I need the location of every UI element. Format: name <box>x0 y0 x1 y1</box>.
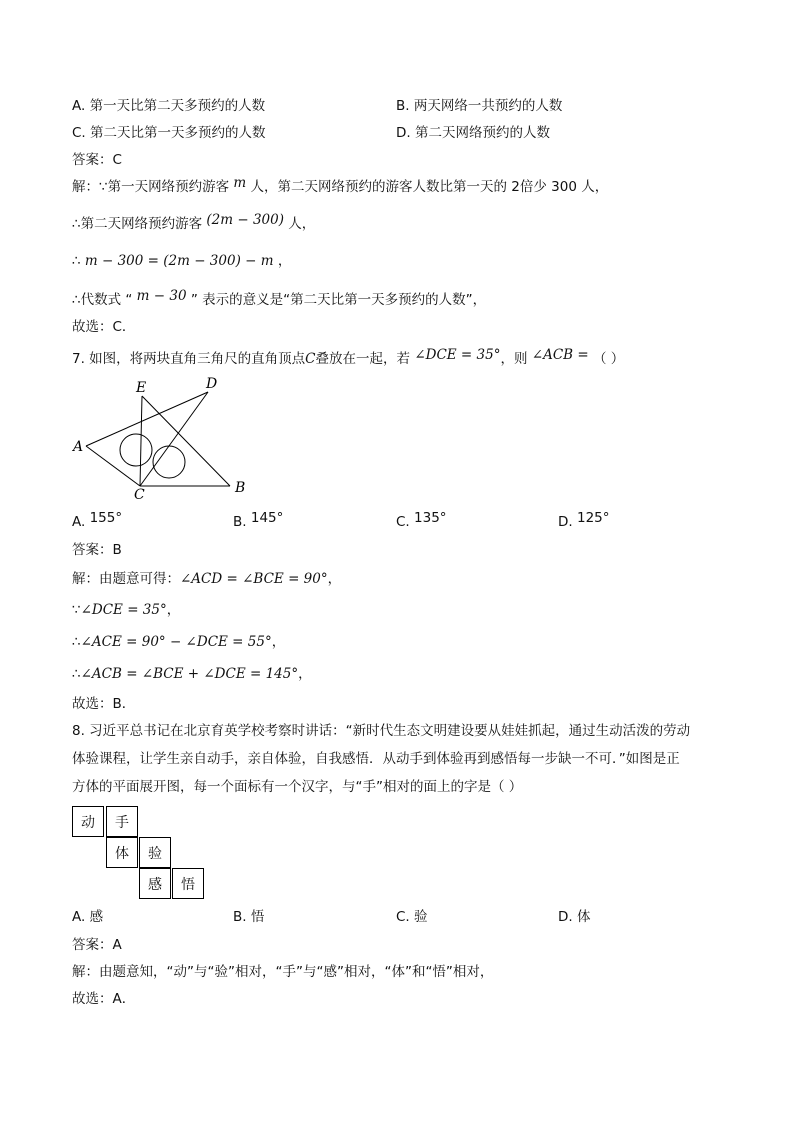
q7-question-pre: 7. 如图，将两块直角三角尺的直角顶点 <box>72 351 306 367</box>
q6-solution-line-4 <box>72 290 486 310</box>
q6-solution-line-1 <box>72 177 608 197</box>
q7-question-mid: 叠放在一起，若 <box>315 351 411 367</box>
q7-option-c <box>396 512 447 532</box>
q7-question-cond: ∠DCE = 35° <box>414 347 501 363</box>
segment-eb <box>142 396 230 486</box>
label-c: C <box>134 487 145 502</box>
net-cell-6: 悟 <box>172 868 204 899</box>
q7-solution-line-4 <box>72 664 312 684</box>
q7-option-b-letter: B. <box>233 514 247 530</box>
q6-option-d: D. 第二天网络预约的人数 <box>396 125 550 141</box>
triangle-hole-1 <box>120 434 152 466</box>
q6-sol1-post: 人，第二天网络预约的游客人数比第一天的 2倍少 300 人， <box>250 179 609 195</box>
q6-sol3-expr: m − 300 = (2m − 300) − m <box>84 253 274 269</box>
q8-option-c: C. 验 <box>396 909 428 925</box>
q6-sol2-expr: (2m − 300) <box>206 212 284 228</box>
q6-solution-line-2 <box>72 214 315 234</box>
q7-solution-line-2 <box>72 600 180 620</box>
segment-ec <box>140 396 142 486</box>
q7-sol1-post: ， <box>327 571 342 587</box>
q6-sol4-post: ” 表示的意义是“第二天比第一天多预约的人数”， <box>190 292 487 308</box>
q8-option-b: B. 悟 <box>233 909 265 925</box>
q6-sol1-pre: 解：∵第一天网络预约游客 <box>72 179 230 195</box>
q7-solution-line-1 <box>72 569 341 589</box>
triangle-figure <box>68 374 258 502</box>
q7-option-d <box>558 512 610 532</box>
q7-sol2-post: ， <box>166 602 181 618</box>
label-e: E <box>136 380 147 396</box>
q7-option-d-value: 125° <box>576 510 610 526</box>
q7-question-mid2: ，则 <box>500 351 528 367</box>
label-d: D <box>206 376 218 392</box>
q6-solution-line-3 <box>72 251 291 271</box>
q6-sol4-expr: m − 30 <box>136 288 187 304</box>
q6-sol2-post: 人， <box>288 216 316 232</box>
q7-sol4-post: ， <box>298 666 312 682</box>
q7-option-b-value: 145° <box>250 510 284 526</box>
q7-sol4-sym: ∴ <box>72 666 81 682</box>
q8-question-line-2: 体验课程，让学生亲自动手，亲自体验，自我感悟．从动手到体验再到感悟每一步缺一不可．”如图是正 <box>72 751 680 767</box>
q6-sol3-post: ， <box>277 253 292 269</box>
segment-cd <box>140 392 208 486</box>
q7-question <box>72 349 624 369</box>
q7-question-ask: ∠ACB = <box>531 347 589 363</box>
q6-conclusion: 故选：C． <box>72 319 136 335</box>
q7-sol2-sym: ∵ <box>72 602 81 618</box>
net-cell-1: 动 <box>72 806 104 837</box>
q6-sol1-var: m <box>233 175 247 191</box>
q7-option-a <box>72 512 122 532</box>
net-cell-5: 感 <box>139 868 171 899</box>
q7-sol3-expr: ∠ACE = 90° − ∠DCE = 55° <box>80 634 272 650</box>
label-a: A <box>73 439 84 455</box>
q7-option-a-value: 155° <box>89 510 123 526</box>
q8-question-line-3: 方体的平面展开图，每一个面标有一个汉字，与“手”相对的面上的字是（ ） <box>72 779 523 795</box>
q7-option-c-letter: C. <box>396 514 410 530</box>
q6-sol3-sym: ∴ <box>72 253 81 269</box>
q7-sol3-sym: ∴ <box>72 634 81 650</box>
q6-sol2-pre: ∴第二天网络预约游客 <box>72 216 203 232</box>
q7-option-a-letter: A. <box>72 514 86 530</box>
net-cell-2: 手 <box>106 806 138 837</box>
q7-question-var: C <box>305 351 316 367</box>
q8-option-d: D. 体 <box>558 909 591 925</box>
q7-sol2-expr: ∠DCE = 35° <box>80 602 167 618</box>
net-cell-3: 体 <box>106 837 138 868</box>
segment-ac <box>86 446 140 486</box>
q8-answer: 答案：A <box>72 937 122 953</box>
q6-option-b: B. 两天网络一共预约的人数 <box>396 98 563 114</box>
q7-conclusion: 故选：B． <box>72 696 136 712</box>
q7-answer: 答案：B <box>72 542 122 558</box>
q7-sol1-expr: ∠ACD = ∠BCE = 90° <box>180 571 328 587</box>
q6-answer: 答案：C <box>72 152 122 168</box>
q8-conclusion: 故选：A． <box>72 991 136 1007</box>
q7-question-end: （ ） <box>592 351 625 367</box>
q7-option-b <box>233 512 283 532</box>
net-cell-4: 验 <box>139 837 171 868</box>
q7-sol1-pre: 解：由题意可得： <box>72 571 180 587</box>
q8-solution: 解：由题意知，“动”与“验”相对，“手”与“感”相对，“体”和“悟”相对， <box>72 964 494 980</box>
q8-option-a: A. 感 <box>72 909 104 925</box>
q8-question-line-1: 8. 习近平总书记在北京育英学校考察时讲话：“新时代生态文明建设要从娃娃抓起，通过生动活泼的劳动 <box>72 723 691 739</box>
q6-sol4-pre: ∴代数式 “ <box>72 292 133 308</box>
q7-option-c-value: 135° <box>414 510 447 526</box>
q7-sol4-expr: ∠ACB = ∠BCE + ∠DCE = 145° <box>80 666 299 682</box>
q7-solution-line-3 <box>72 632 285 652</box>
label-b: B <box>235 480 246 496</box>
q6-option-a: A. 第一天比第二天多预约的人数 <box>72 98 266 114</box>
q7-option-d-letter: D. <box>558 514 573 530</box>
q7-sol3-post: ， <box>271 634 286 650</box>
q6-option-c: C. 第二天比第一天多预约的人数 <box>72 125 266 141</box>
